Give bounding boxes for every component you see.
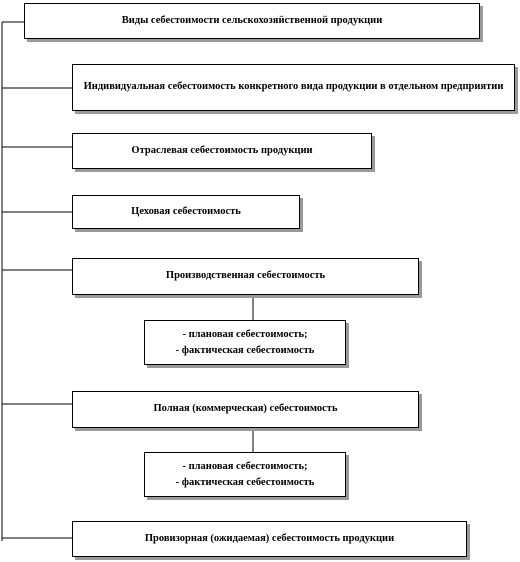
provisional-cost-box — [72, 521, 467, 557]
shop-cost-label: Цеховая себестоимость — [131, 205, 241, 217]
full-cost-box — [72, 391, 419, 428]
full-actual-cost: - фактическая себестоимость — [175, 476, 315, 488]
production-cost-subtypes-box — [144, 320, 346, 365]
individual-cost-label: Индивидуальная себестоимость конкретного вида продукции в отдельном предприятии — [83, 81, 504, 93]
production-actual-cost: - фактическая себестоимость — [175, 344, 315, 356]
industry-cost-box — [72, 133, 372, 169]
production-cost-box — [72, 258, 419, 295]
full-planned-cost: - плановая себестоимость; — [182, 460, 308, 472]
root-label: Виды себестоимости сельскохозяйственной продукции — [121, 14, 383, 26]
root-box — [24, 3, 480, 39]
shop-cost-box — [72, 195, 300, 229]
full-cost-label: Полная (коммерческая) себестоимость — [153, 403, 338, 415]
full-cost-subtypes-box — [144, 452, 346, 497]
individual-cost-box — [72, 64, 515, 111]
provisional-cost-label: Провизорная (ожидаемая) себестоимость продукции — [144, 532, 395, 544]
production-cost-label: Производственная себестоимость — [165, 270, 326, 282]
industry-cost-label: Отраслевая себестоимость продукции — [131, 144, 313, 156]
production-planned-cost: - плановая себестоимость; — [182, 328, 308, 340]
